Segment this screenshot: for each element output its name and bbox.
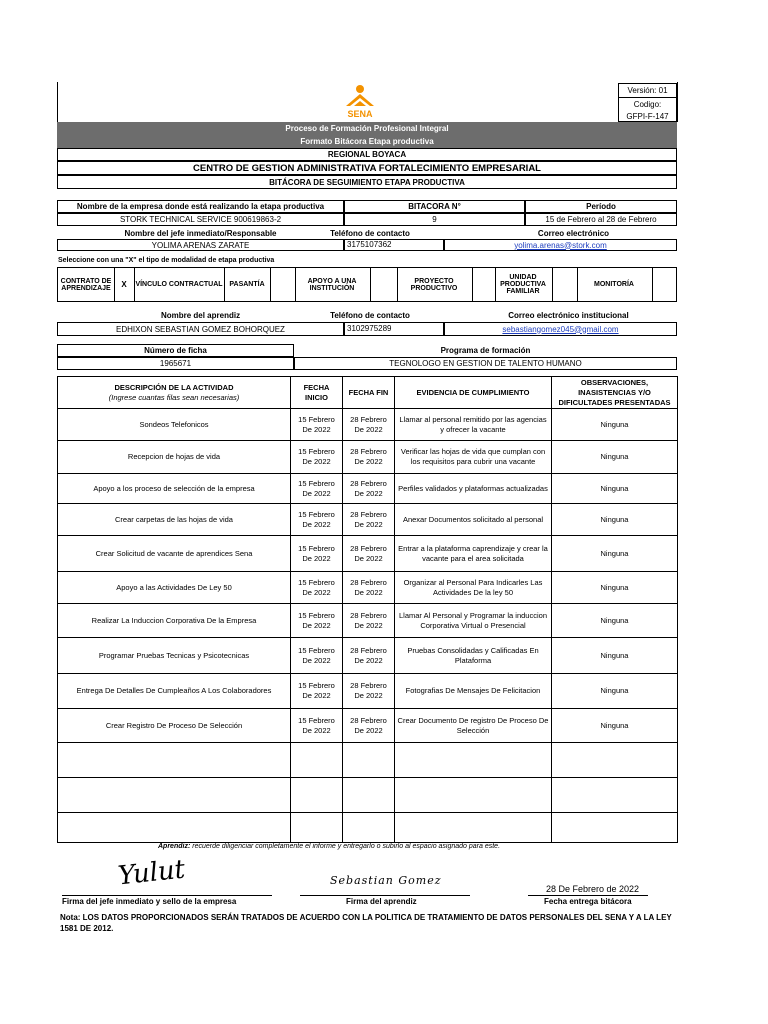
activity-end[interactable]: 28 Febrero De 2022: [343, 474, 395, 504]
activity-end[interactable]: 28 Febrero De 2022: [343, 709, 395, 743]
activity-desc[interactable]: Programar Pruebas Tecnicas y Psicotecnicas: [58, 638, 291, 674]
modality-apoyo-box[interactable]: [370, 268, 398, 301]
activity-evidence[interactable]: Llamar al personal remitido por las agencias y ofrecer la vacante: [395, 409, 552, 441]
activity-obs[interactable]: Ninguna: [552, 441, 678, 474]
activity-end[interactable]: 28 Febrero De 2022: [343, 638, 395, 674]
activity-start[interactable]: 15 Febrero De 2022: [291, 604, 343, 638]
bitacora-number-label: BITACORA N°: [344, 200, 525, 213]
activity-end[interactable]: 28 Febrero De 2022: [343, 604, 395, 638]
table-row: [58, 709, 678, 743]
title-band: [57, 122, 677, 148]
modality-monitoria: MONITORÍA: [594, 281, 634, 288]
activity-start[interactable]: 15 Febrero De 2022: [291, 409, 343, 441]
table-row: [58, 441, 678, 474]
activities-table: [57, 376, 678, 843]
activity-end[interactable]: 28 Febrero De 2022: [343, 504, 395, 536]
activity-start[interactable]: 15 Febrero De 2022: [291, 504, 343, 536]
modality-unidad: UNIDAD PRODUCTIVA FAMILIAR: [500, 274, 546, 295]
frame-right: [677, 82, 678, 122]
activity-desc[interactable]: [58, 813, 291, 843]
activity-desc[interactable]: Apoyo a las Actividades De Ley 50: [58, 572, 291, 604]
bitacora-title: BITÁCORA DE SEGUIMIENTO ETAPA PRODUCTIVA: [57, 175, 677, 189]
activity-obs[interactable]: Ninguna: [552, 474, 678, 504]
delivery-date: 28 De Febrero de 2022: [546, 884, 640, 894]
date-line: [528, 895, 648, 896]
boss-sig-line: [62, 895, 272, 896]
activity-desc[interactable]: Apoyo a los proceso de selección de la empresa: [58, 474, 291, 504]
ficha-value: 1965671: [57, 357, 294, 370]
activity-evidence[interactable]: Perfiles validados y plataformas actualizadas: [395, 474, 552, 504]
apprentice-name-label: Nombre del aprendiz: [160, 311, 241, 320]
center-label: CENTRO DE GESTION ADMINISTRATIVA FORTALECIMIENTO EMPRESARIAL: [57, 161, 677, 175]
apprentice-phone-value: 3102975289: [344, 322, 444, 336]
modality-pasantia-box[interactable]: [270, 268, 296, 301]
modality-instruction: Seleccione con una "X" el tipo de modalidad de etapa productiva: [58, 257, 275, 264]
activity-desc[interactable]: Recepcion de hojas de vida: [58, 441, 291, 474]
activity-obs[interactable]: Ninguna: [552, 709, 678, 743]
date-label: Fecha entrega bitácora: [544, 897, 632, 906]
activity-end[interactable]: 28 Febrero De 2022: [343, 572, 395, 604]
activity-evidence[interactable]: Pruebas Consolidadas y Calificadas En Plataforma: [395, 638, 552, 674]
table-row: [58, 813, 678, 843]
table-row: [58, 604, 678, 638]
col-desc-note: (Ingrese cuantas filas sean necesarias): [108, 392, 240, 402]
modality-monitoria-box[interactable]: [652, 268, 677, 301]
modality-proyecto: PROYECTO PRODUCTIVO: [410, 277, 458, 292]
activity-desc[interactable]: [58, 743, 291, 778]
boss-signature: Yulut: [116, 854, 187, 892]
activity-start[interactable]: 15 Febrero De 2022: [291, 474, 343, 504]
activity-evidence[interactable]: Crear Documento De registro De Proceso De Selección: [395, 709, 552, 743]
company-name-label: Nombre de la empresa donde está realizando la etapa productiva: [57, 200, 344, 213]
activity-obs[interactable]: Ninguna: [552, 674, 678, 709]
format-title: Formato Bitácora Etapa productiva: [300, 137, 434, 146]
activity-obs[interactable]: Ninguna: [552, 536, 678, 572]
table-row: [58, 638, 678, 674]
apprentice-name-value: EDHIXON SEBASTIAN GOMEZ BOHORQUEZ: [57, 322, 344, 336]
activity-end[interactable]: [343, 743, 395, 778]
regional-label: REGIONAL BOYACA: [57, 148, 677, 161]
activity-evidence[interactable]: Organizar al Personal Para Indicarles Las Actividades De la ley 50: [395, 572, 552, 604]
table-row: [58, 474, 678, 504]
modality-unidad-box[interactable]: [552, 268, 578, 301]
table-row: [58, 536, 678, 572]
code-label: Codigo:: [633, 99, 662, 109]
activity-start[interactable]: 15 Febrero De 2022: [291, 674, 343, 709]
boss-name-value: YOLIMA ARENAS ZARATE: [57, 239, 344, 251]
activity-evidence[interactable]: [395, 743, 552, 778]
col-evidence-header: EVIDENCIA DE CUMPLIMIENTO: [395, 377, 552, 409]
apprentice-phone-label: Teléfono de contacto: [330, 311, 410, 320]
table-row: [58, 572, 678, 604]
table-row: [58, 674, 678, 709]
activity-obs[interactable]: [552, 743, 678, 778]
frame-left: [57, 82, 58, 122]
table-row: [58, 504, 678, 536]
apprentice-signature: Sebastian Gomez: [330, 874, 442, 887]
activity-end[interactable]: 28 Febrero De 2022: [343, 409, 395, 441]
activity-desc[interactable]: Sondeos Telefonicos: [58, 409, 291, 441]
activity-obs[interactable]: [552, 778, 678, 813]
period-value: 15 de Febrero al 28 de Febrero: [525, 213, 677, 226]
modality-proyecto-box[interactable]: [472, 268, 496, 301]
apprentice-email-value[interactable]: sebastiangomez045@gmail.com: [444, 322, 677, 336]
activity-obs[interactable]: [552, 813, 678, 843]
version-label: Versión: 01: [619, 84, 676, 98]
reminder-label: Aprendiz:: [158, 843, 191, 850]
modality-contrato: CONTRATO DE APRENDIZAJE: [58, 268, 115, 301]
company-name-value: STORK TECHNICAL SERVICE 900619863-2: [57, 213, 344, 226]
activity-evidence[interactable]: Fotografias De Mensajes De Felicitacion: [395, 674, 552, 709]
activity-start[interactable]: [291, 743, 343, 778]
boss-email-label: Correo electrónico: [537, 229, 610, 238]
activity-evidence[interactable]: Entrar a la plataforma caprendizaje y crear la vacante para el area solicitada: [395, 536, 552, 572]
modality-apoyo: APOYO A UNA INSTITUCIÓN: [307, 277, 357, 292]
bitacora-number-value: 9: [344, 213, 525, 226]
activity-end[interactable]: [343, 778, 395, 813]
activity-evidence[interactable]: [395, 778, 552, 813]
boss-sig-label: Firma del jefe inmediato y sello de la empresa: [62, 897, 237, 906]
program-label: Programa de formación: [440, 346, 531, 355]
modality-contrato-mark[interactable]: X: [114, 268, 135, 301]
version-box: [618, 83, 677, 122]
col-start-header: FECHA INICIO: [291, 377, 343, 409]
sena-logo: [340, 84, 380, 120]
code-value: GFPI-F-147: [626, 111, 669, 121]
apprentice-email-label: Correo electrónico institucional: [508, 311, 629, 320]
boss-phone-label: Teléfono de contacto: [330, 229, 410, 238]
logo-text: SENA: [347, 109, 373, 119]
activity-evidence[interactable]: Verificar las hojas de vida que cumplan con los requisitos para cubrir una vacante: [395, 441, 552, 474]
activity-obs[interactable]: Ninguna: [552, 638, 678, 674]
reminder-text: recuerde diligenciar completamente el informe y entregarlo o subirlo al espacio asignado para este.: [192, 843, 501, 850]
period-label: Período: [525, 200, 677, 213]
col-end-header: FECHA FIN: [343, 377, 395, 409]
process-title: Proceso de Formación Profesional Integral: [285, 124, 449, 133]
program-value: TEGNOLOGO EN GESTION DE TALENTO HUMANO: [294, 357, 677, 370]
boss-phone-value: 3175107362: [344, 239, 444, 251]
ficha-label: Número de ficha: [57, 344, 294, 357]
table-row: [58, 778, 678, 813]
activity-desc[interactable]: Crear Solicitud de vacante de aprendices Sena: [58, 536, 291, 572]
apprentice-sig-label: Firma del aprendiz: [346, 897, 417, 906]
table-row: [58, 409, 678, 441]
col-obs-header: OBSERVACIONES, INASISTENCIAS Y/O DIFICULTADES PRESENTADAS: [552, 377, 678, 409]
activity-desc[interactable]: Crear carpetas de las hojas de vida: [58, 504, 291, 536]
activity-start[interactable]: 15 Febrero De 2022: [291, 572, 343, 604]
activity-obs[interactable]: Ninguna: [552, 572, 678, 604]
table-row: [58, 743, 678, 778]
activity-start[interactable]: [291, 813, 343, 843]
reminder: [158, 843, 678, 853]
boss-name-label: Nombre del jefe inmediato/Responsable: [124, 229, 277, 238]
activity-desc[interactable]: Entrega De Detalles De Cumpleaños A Los Colaboradores: [58, 674, 291, 709]
activity-desc[interactable]: [58, 778, 291, 813]
activity-start[interactable]: 15 Febrero De 2022: [291, 536, 343, 572]
activity-evidence[interactable]: [395, 813, 552, 843]
activity-obs[interactable]: Ninguna: [552, 604, 678, 638]
activity-evidence[interactable]: Anexar Documentos solicitado al personal: [395, 504, 552, 536]
activity-desc[interactable]: Crear Registro De Proceso De Selección: [58, 709, 291, 743]
activity-obs[interactable]: Ninguna: [552, 504, 678, 536]
activity-end[interactable]: 28 Febrero De 2022: [343, 674, 395, 709]
activities-header-row: [58, 377, 678, 409]
activity-end[interactable]: 28 Febrero De 2022: [343, 536, 395, 572]
col-desc-title: DESCRIPCIÓN DE LA ACTIVIDAD: [114, 382, 234, 392]
col-desc-header: [58, 377, 291, 409]
activity-start[interactable]: 15 Febrero De 2022: [291, 638, 343, 674]
data-policy-note: Nota: LOS DATOS PROPORCIONADOS SERÁN TRATADOS DE ACUERDO CON LA POLITICA DE TRATAMIENTO DE DATOS PERSONALES DEL SENA Y A LA LEY 1581 DE 2012.: [60, 913, 672, 933]
activity-start[interactable]: 15 Febrero De 2022: [291, 709, 343, 743]
activity-obs[interactable]: Ninguna: [552, 409, 678, 441]
activity-evidence[interactable]: Llamar Al Personal y Programar la induccion Corporativa Virtual o Presencial: [395, 604, 552, 638]
activity-end[interactable]: [343, 813, 395, 843]
activity-end[interactable]: 28 Febrero De 2022: [343, 441, 395, 474]
activity-start[interactable]: [291, 778, 343, 813]
boss-email-value[interactable]: yolima.arenas@stork.com: [444, 239, 677, 251]
apprentice-sig-line: [300, 895, 470, 896]
activity-desc[interactable]: Realizar La Induccion Corporativa De la Empresa: [58, 604, 291, 638]
activity-start[interactable]: 15 Febrero De 2022: [291, 441, 343, 474]
modality-vinculo: VÍNCULO CONTRACTUAL: [134, 268, 225, 301]
modality-pasantia: PASANTÍA: [229, 281, 265, 288]
